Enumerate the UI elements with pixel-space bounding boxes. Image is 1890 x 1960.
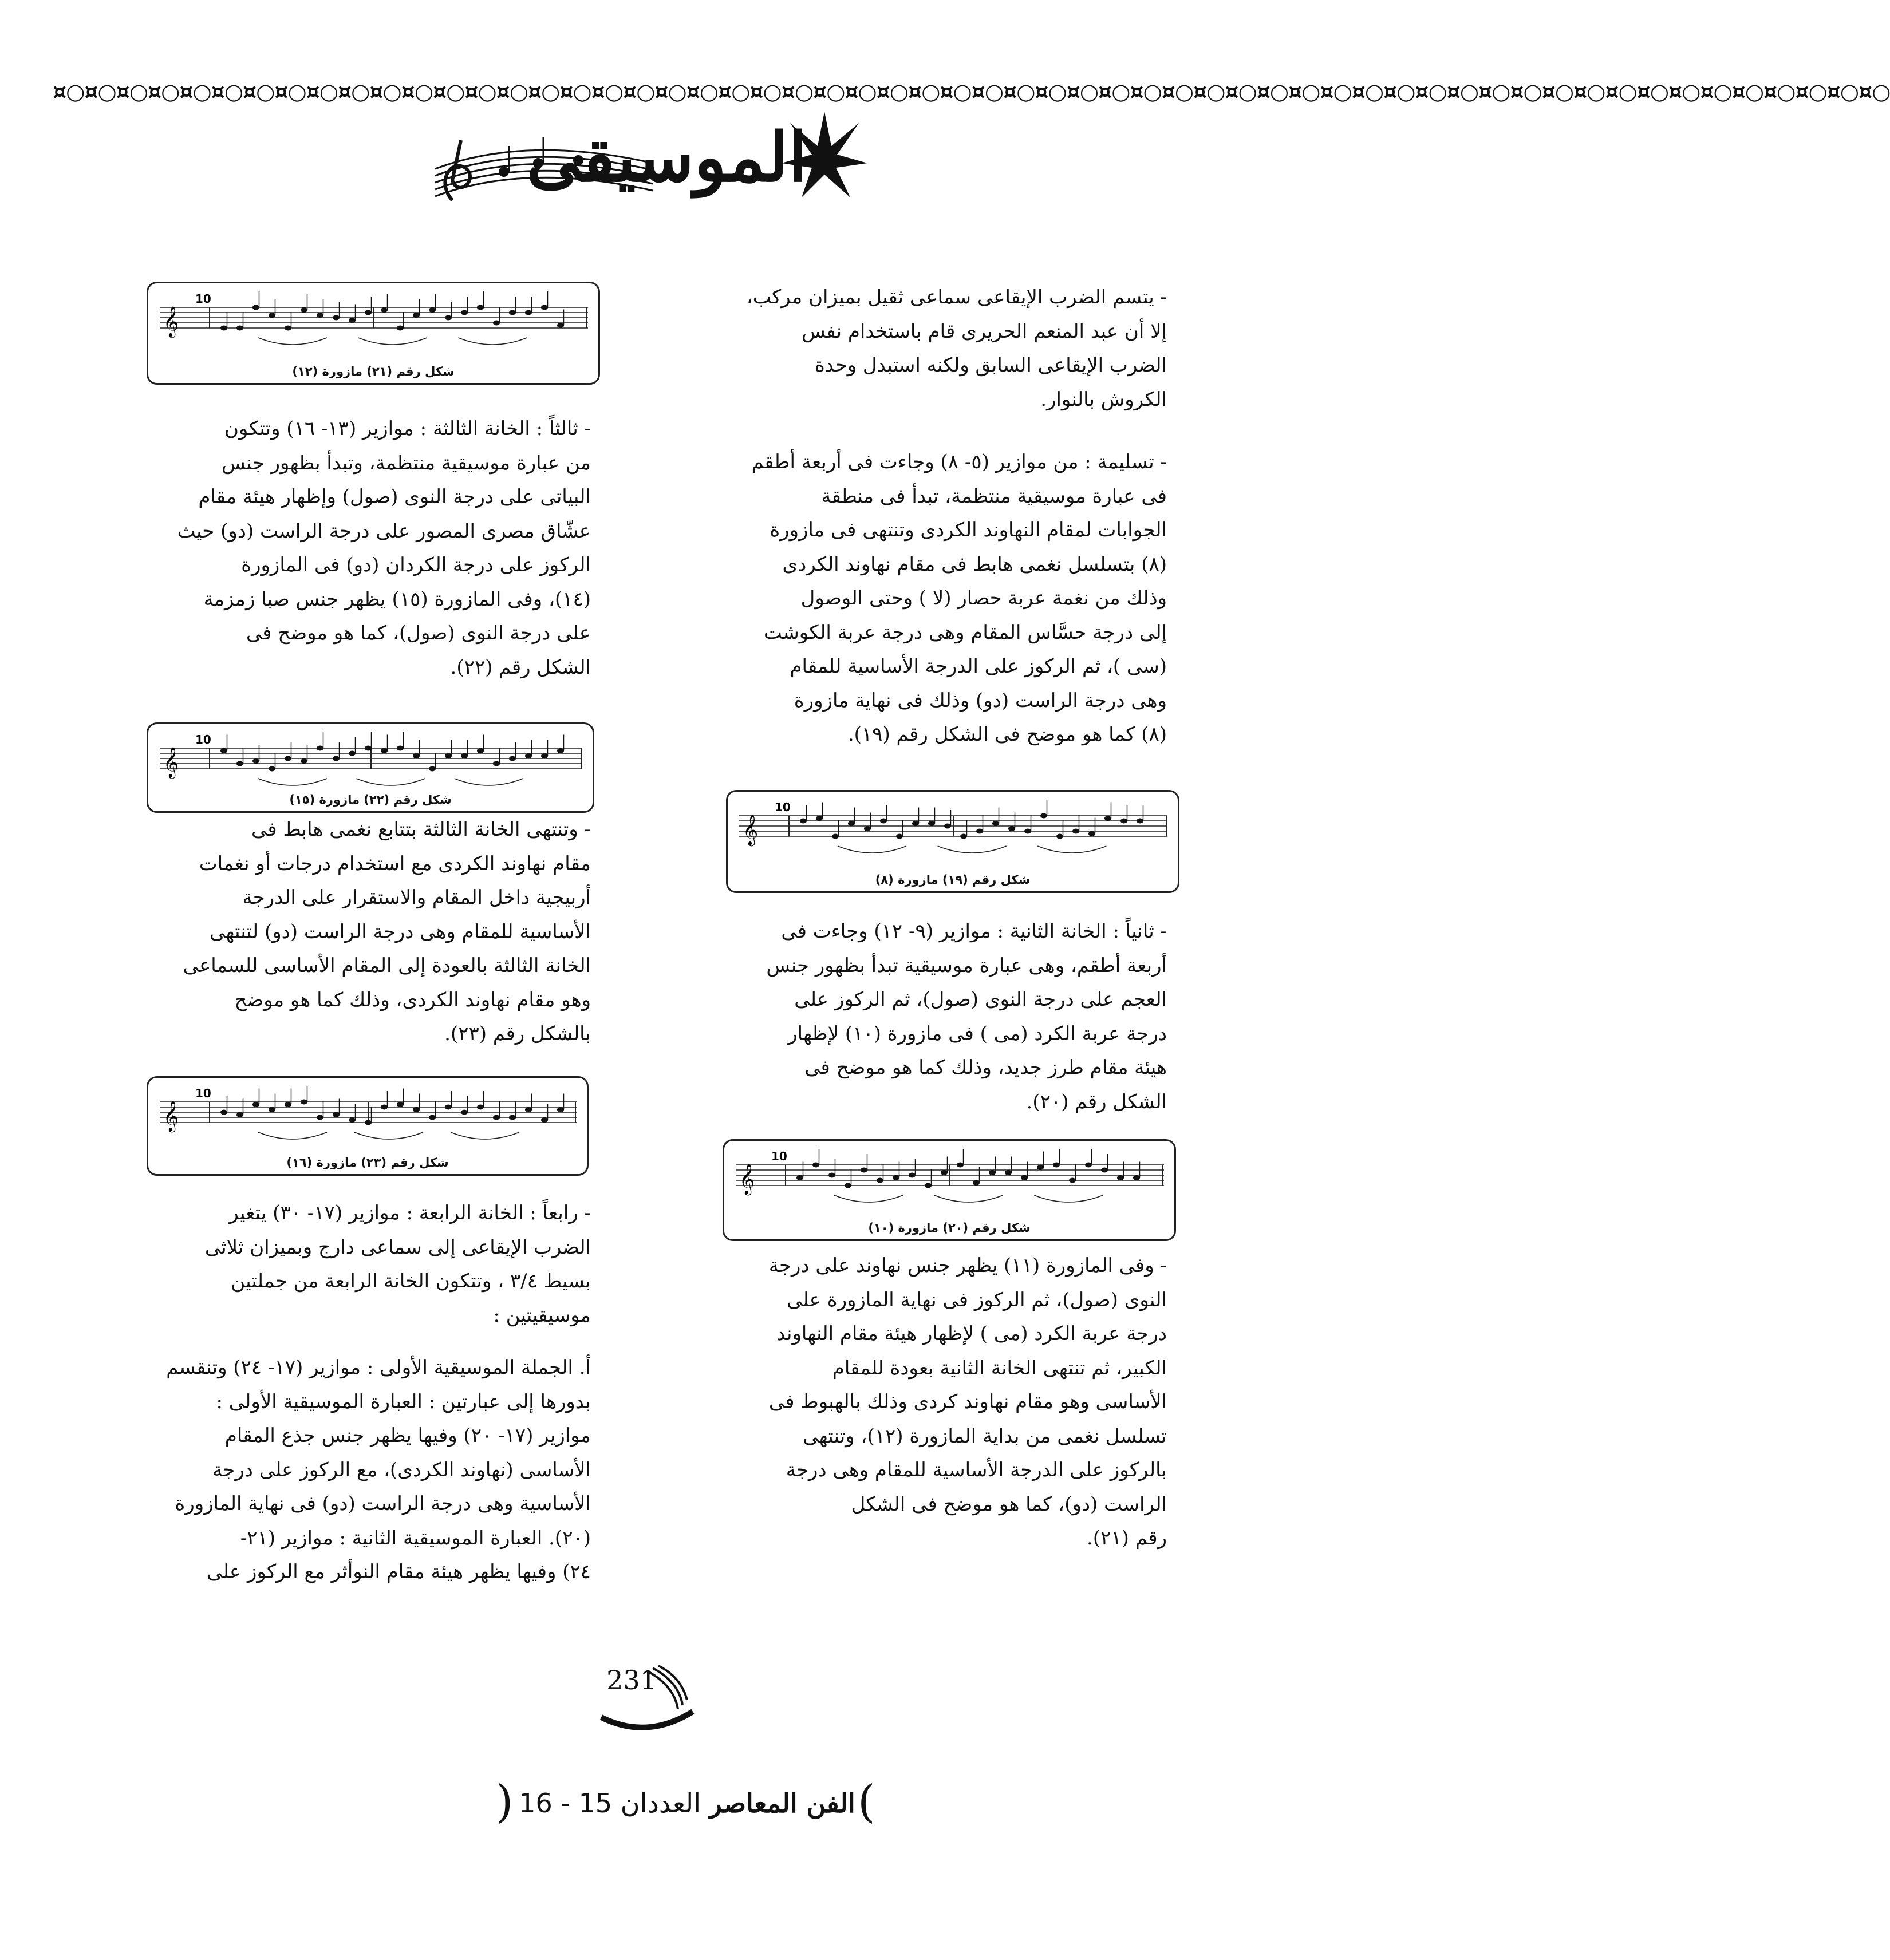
svg-text:10: 10 bbox=[771, 1149, 787, 1163]
issue-number: العددان 15 - 16 bbox=[519, 1788, 701, 1819]
svg-text:10: 10 bbox=[195, 1086, 211, 1100]
paragraph-1: - يتسم الضرب الإيقاعى سماعى ثقيل بميزان مركب، إلا أن عبد المنعم الحريرى قام باستخدام نفس الضرب الإيقاعى السابق ولكنه استبدل وحدة الكروش بالنوار. bbox=[746, 286, 1167, 411]
figure-20 bbox=[723, 1139, 1176, 1241]
paragraph-5: - ثالثاً : الخانة الثالثة : موازير (١٣- ١٦) وتتكون من عبارة موسيقية منتظمة، وتبدأ بظهور جنس البياتى على درجة النوى (صول) وإظهار هيئة مقام عشّاق مصرى المصور على درجة الراست (دو) حيث الركوز على درجة الكردان (دو) فى المازورة (١٤)، وفى المازورة (١٥) يظهر جنس صبا زمزمة على درجة النوى (صول)، كما هو موضح فى الشكل رقم (٢٢). bbox=[177, 417, 591, 679]
figure-caption: شكل رقم (٢١) مازورة (١٢) bbox=[292, 365, 455, 378]
music-notation-staff bbox=[155, 730, 587, 793]
figure-caption: شكل رقم (١٩) مازورة (٨) bbox=[875, 873, 1031, 887]
svg-text:10: 10 bbox=[195, 292, 211, 306]
paragraph-2: - تسليمة : من موازير (٥- ٨) وجاءت فى أربعة أطقم فى عبارة موسيقية منتظمة، تبدأ فى منطقة الجوابات لمقام النهاوند الكردى وتنتهى فى مازورة (٨) بتسلسل نغمى هابط فى مقام نهاوند الكردى وذلك من نغمة عربة حصار (لا ) وحتى الوصول إلى درجة حسَّاس المقام وهى درجة عربة الكوشت (سى )، ثم الركوز على الدرجة الأساسية للمقام وهى درجة الراست (دو) وذلك فى نهاية مازورة (٨) كما هو موضح فى الشكل رقم (١٩). bbox=[751, 451, 1167, 746]
right-column bbox=[720, 280, 1167, 1574]
section-title: الموسيقى bbox=[526, 117, 807, 197]
footer-bracket-right: ( bbox=[858, 1776, 875, 1828]
footer-journal-line bbox=[492, 1776, 882, 1828]
page-number: 231 bbox=[606, 1665, 657, 1696]
music-notation-staff bbox=[731, 1147, 1169, 1220]
figure-19 bbox=[726, 790, 1179, 893]
svg-text:𝄞: 𝄞 bbox=[739, 1163, 755, 1194]
svg-text:𝄞: 𝄞 bbox=[163, 306, 179, 337]
svg-text:𝄞: 𝄞 bbox=[743, 814, 759, 845]
journal-name: الفن المعاصر bbox=[709, 1788, 855, 1819]
music-notation-staff bbox=[155, 289, 593, 363]
svg-text:𝄞: 𝄞 bbox=[163, 1100, 179, 1131]
figure-caption: شكل رقم (٢٢) مازورة (١٥) bbox=[289, 793, 452, 807]
figure-caption: شكل رقم (٢٠) مازورة (١٠) bbox=[868, 1221, 1031, 1235]
figure-caption: شكل رقم (٢٣) مازورة (١٦) bbox=[286, 1156, 449, 1169]
music-notation-staff bbox=[155, 1084, 581, 1156]
figure-23 bbox=[147, 1076, 589, 1176]
paragraph-7: - رابعاً : الخانة الرابعة : موازير (١٧- ٣٠) يتغير الضرب الإيقاعى إلى سماعى دارج وبميزان ثلاثى بسيط ٣/٤ ، وتتكون الخانة الرابعة من جملتين موسيقيتين : bbox=[204, 1202, 591, 1327]
footer-bracket-left: ) bbox=[496, 1776, 514, 1828]
svg-text:𝄞: 𝄞 bbox=[163, 746, 179, 777]
svg-text:10: 10 bbox=[195, 733, 211, 746]
music-notation-staff bbox=[735, 797, 1172, 872]
decorative-border: ¤○¤○¤○¤○¤○¤○¤○¤○¤○¤○¤○¤○¤○¤○¤○¤○¤○¤○¤○¤○¤○¤○¤○¤○¤○¤○¤○¤○¤○¤○¤○¤○¤○¤○¤○¤○¤○¤○¤○¤○¤○¤○¤○¤○¤○¤○¤○¤○¤○¤○¤○¤○¤○¤○¤○¤○¤○¤○ bbox=[53, 79, 1890, 104]
svg-text:10: 10 bbox=[775, 800, 791, 814]
figure-21 bbox=[147, 282, 600, 385]
paragraph-4: - وفى المازورة (١١) يظهر جنس نهاوند على درجة النوى (صول)، ثم الركوز فى نهاية المازورة على درجة عربة الكرد (مى ) لإظهار هيئة مقام النهاوند الكبير، ثم تنتهى الخانة الثانية بعودة للمقام الأساسى وهو مقام نهاوند كردى وذلك بالهبوط فى تسلسل نغمى من بداية المازورة (١٢)، وتنتهى بالركوز على الدرجة الأساسية للمقام وهى درجة الراست (دو)، كما هو موضح فى الشكل رقم (٢١). bbox=[768, 1254, 1167, 1550]
paragraph-6: - وتنتهى الخانة الثالثة بتتابع نغمى هابط فى مقام نهاوند الكردى مع استخدام درجات أو نغمات أربيجية داخل المقام والاستقرار على الدرجة الأساسية للمقام وهى درجة الراست (دو) لتنتهى الخانة الثالثة بالعودة إلى المقام الأساسى للسماعى وهو مقام نهاوند الكردى، وذلك كما هو موضح بالشكل رقم (٢٣). bbox=[183, 818, 591, 1045]
left-column bbox=[139, 412, 591, 1586]
figure-22 bbox=[147, 722, 594, 813]
paragraph-3: - ثانياً : الخانة الثانية : موازير (٩- ١٢) وجاءت فى أربعة أطقم، وهى عبارة موسيقية تبدأ بظهور جنس العجم على درجة النوى (صول)، ثم الركوز على درجة عربة الكرد (مى ) فى مازورة (١٠) لإظهار هيئة مقام طرز جديد، وذلك كما هو موضح فى الشكل رقم (٢٠). bbox=[766, 920, 1167, 1113]
paragraph-8: أ. الجملة الموسيقية الأولى : موازير (١٧- ٢٤) وتنقسم بدورها إلى عبارتين : العبارة الموسيقية الأولى : موازير (١٧- ٢٠) وفيها يظهر جنس جذع المقام الأساسى (نهاوند الكردى)، مع الركوز على درجة الأساسية وهى درجة الراست (دو) فى نهاية المازورة (٢٠). العبارة الموسيقية الثانية : موازير (٢١- ٢٤) وفيها يظهر هيئة مقام النوأثر مع الركوز على bbox=[166, 1356, 591, 1583]
